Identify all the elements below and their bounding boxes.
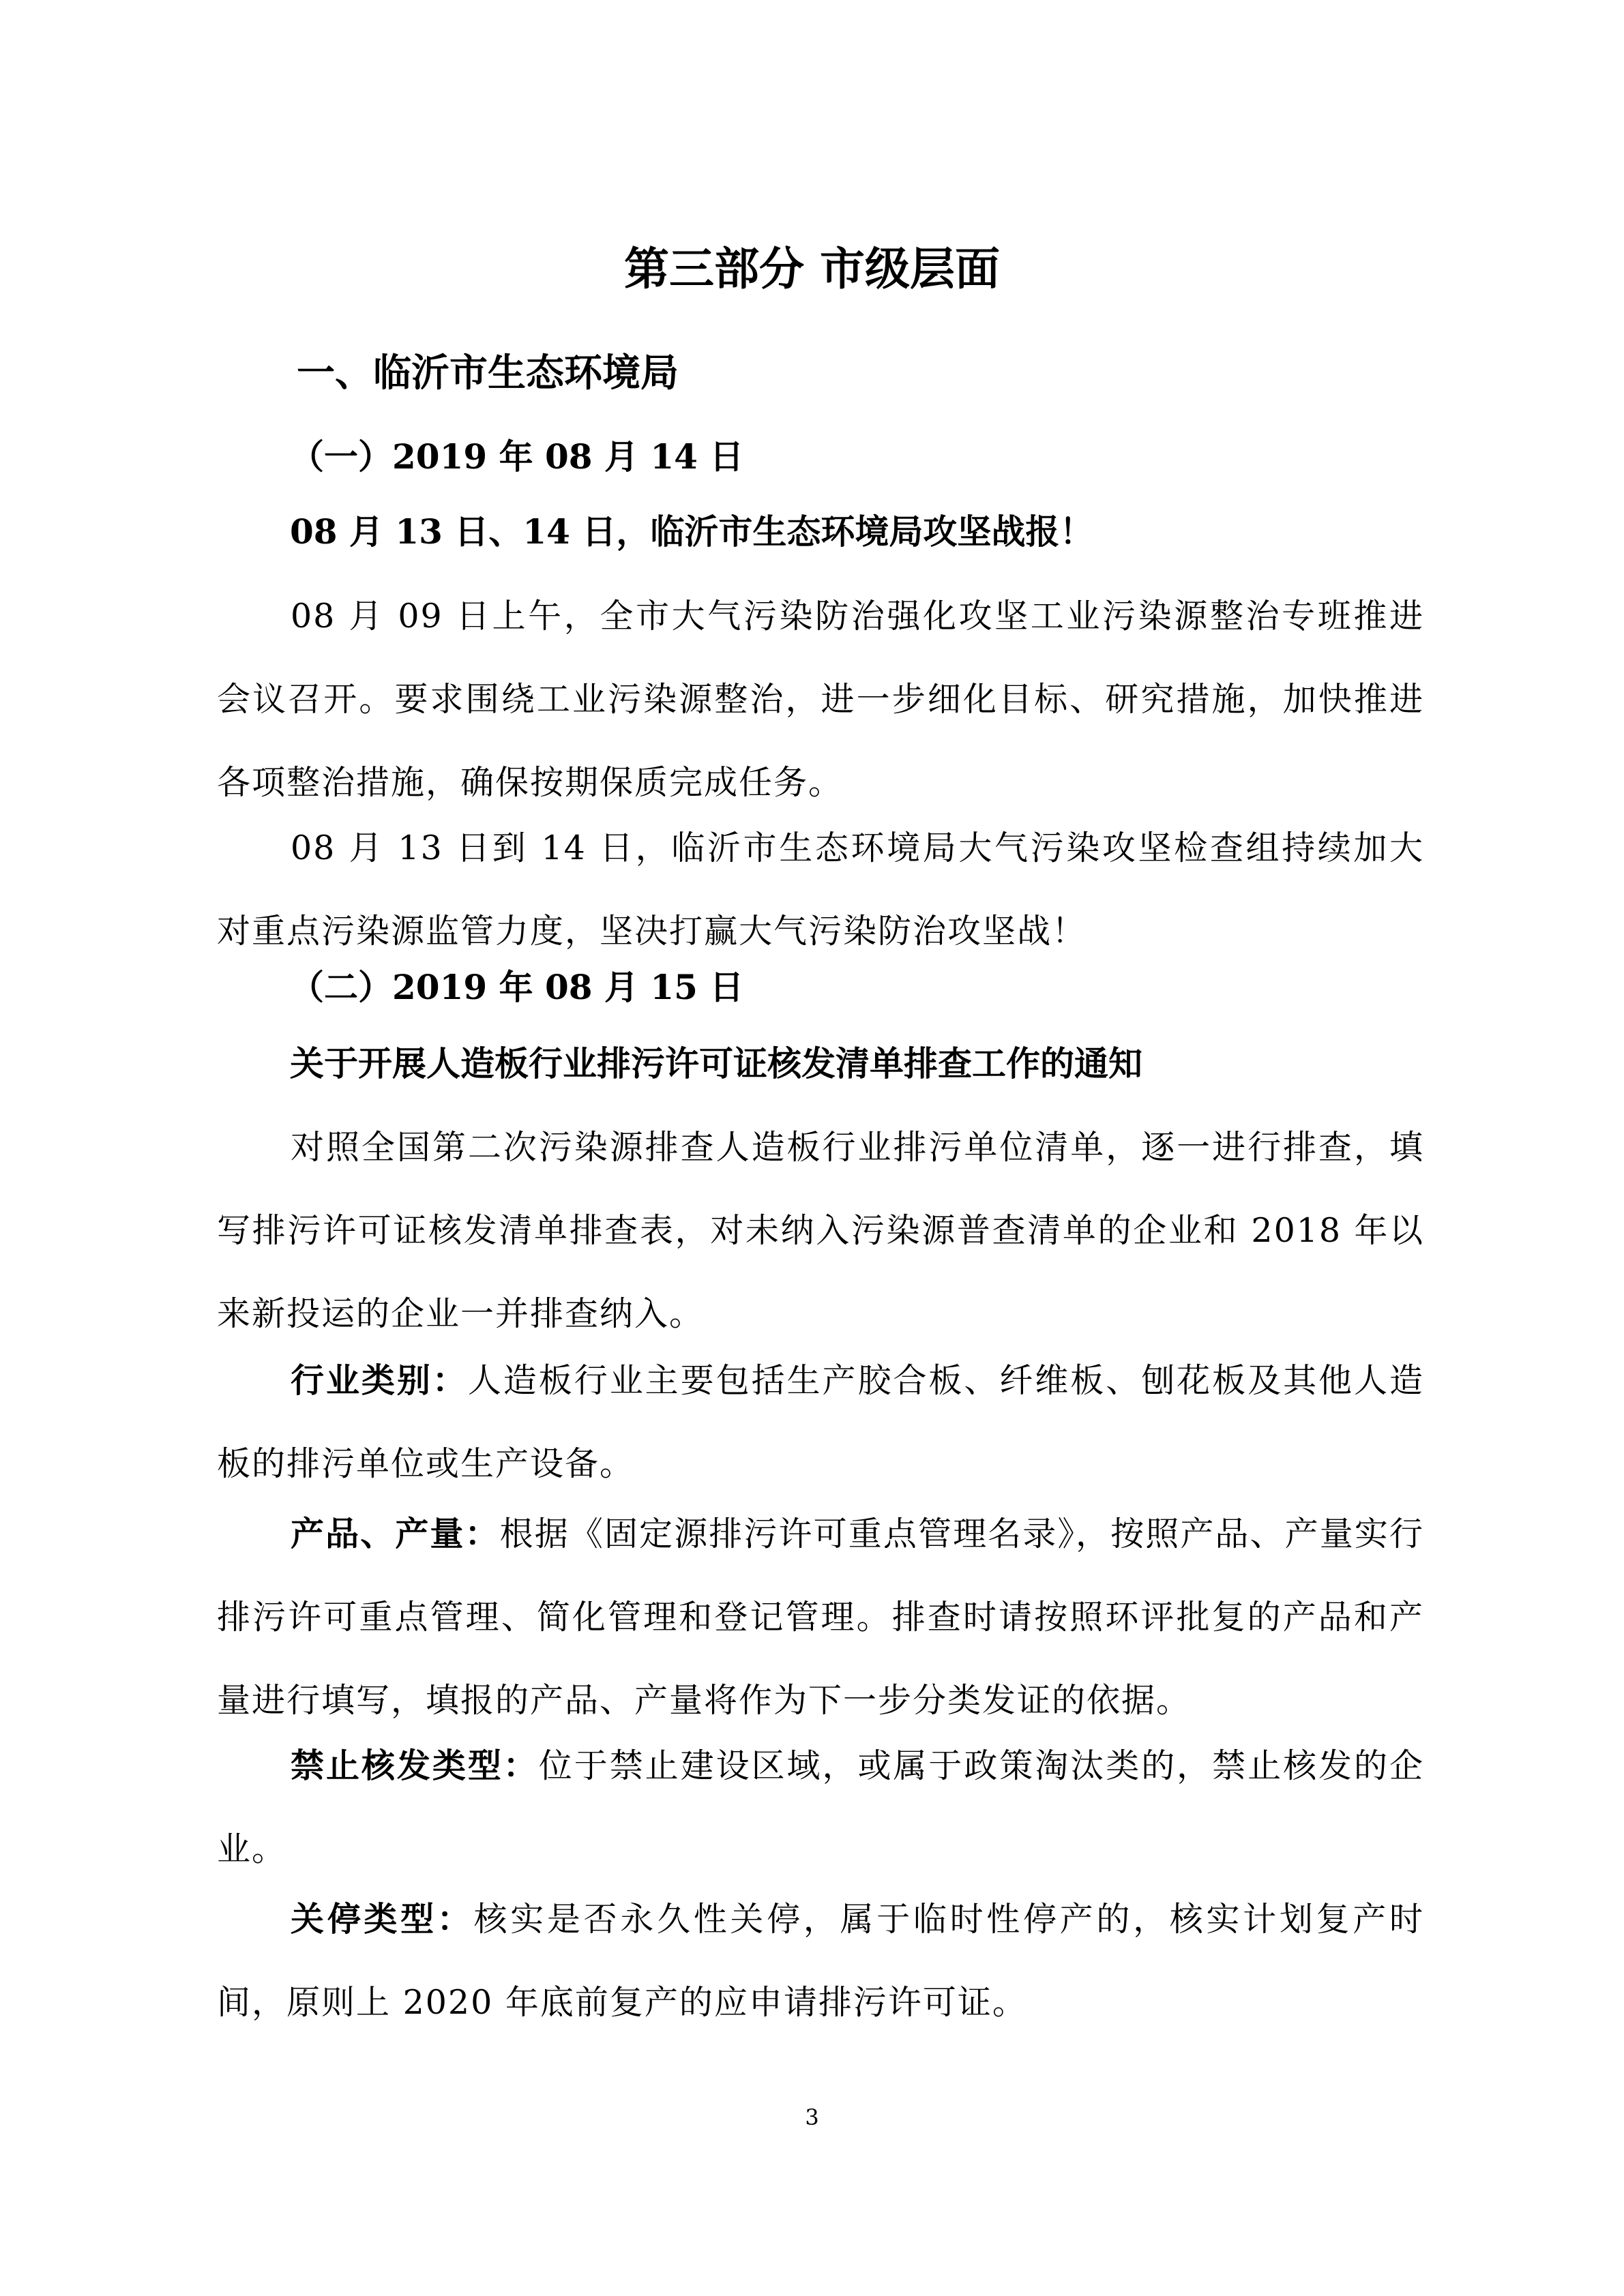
list-item	[217, 1339, 1424, 1506]
page-number: 3	[805, 2104, 819, 2130]
section-heading: 一、临沂市生态环境局	[297, 351, 679, 396]
paragraph: 08 月 09 日上午，全市大气污染防治强化攻坚工业污染源整治专班推进会议召开。要求围绕工业污染源整治，进一步细化目标、研究措施，加快推进各项整治措施，确保按期保质完成任务。	[217, 597, 1424, 802]
item-label: 产品、产量：	[291, 1514, 500, 1553]
paragraph: 08 月 13 日到 14 日，临沂市生态环境局大气污染攻坚检查组持续加大对重点污染源监管力度，坚决打赢大气污染防治攻坚战！	[217, 829, 1424, 951]
subsection-heading-2: （二）2019 年 08 月 15 日	[290, 967, 744, 1007]
page-title: 第三部分 市级层面	[624, 243, 1000, 295]
item-text: 人造板行业主要包括生产胶合板、纤维板、刨花板及其他人造板的排污单位或生产设备。	[217, 1361, 1424, 1483]
item-label: 关停类型：	[291, 1899, 474, 1939]
item-label: 行业类别：	[291, 1360, 468, 1400]
item-label: 禁止核发类型：	[291, 1746, 539, 1785]
item-text: 核实是否永久性关停，属于临时性停产的，核实计划复产时间，原则上 2020 年底前复产的应申请排污许可证。	[217, 1900, 1424, 2022]
paragraph: 对照全国第二次污染源排查人造板行业排污单位清单，逐一进行排查，填写排污许可证核发清单排查表，对未纳入污染源普查清单的企业和 2018 年以来新投运的企业一并排查纳入。	[217, 1128, 1424, 1333]
list-item	[217, 1877, 1424, 2044]
subsection-subtitle-1: 08 月 13 日、14 日，临沂市生态环境局攻坚战报！	[290, 511, 1094, 552]
subsection-subtitle-2: 关于开展人造板行业排污许可证核发清单排查工作的通知	[290, 1043, 1142, 1084]
item-text: 位于禁止建设区域，或属于政策淘汰类的，禁止核发的企业。	[217, 1746, 1424, 1868]
subsection-heading-1: （一）2019 年 08 月 14 日	[290, 436, 744, 477]
list-item	[217, 1724, 1424, 1891]
list-item	[217, 1492, 1424, 1742]
item-text: 根据《固定源排污许可重点管理名录》，按照产品、产量实行排污许可重点管理、简化管理和登记管理。排查时请按照环评批复的产品和产量进行填写，填报的产品、产量将作为下一步分类发证的依据。	[217, 1515, 1424, 1720]
